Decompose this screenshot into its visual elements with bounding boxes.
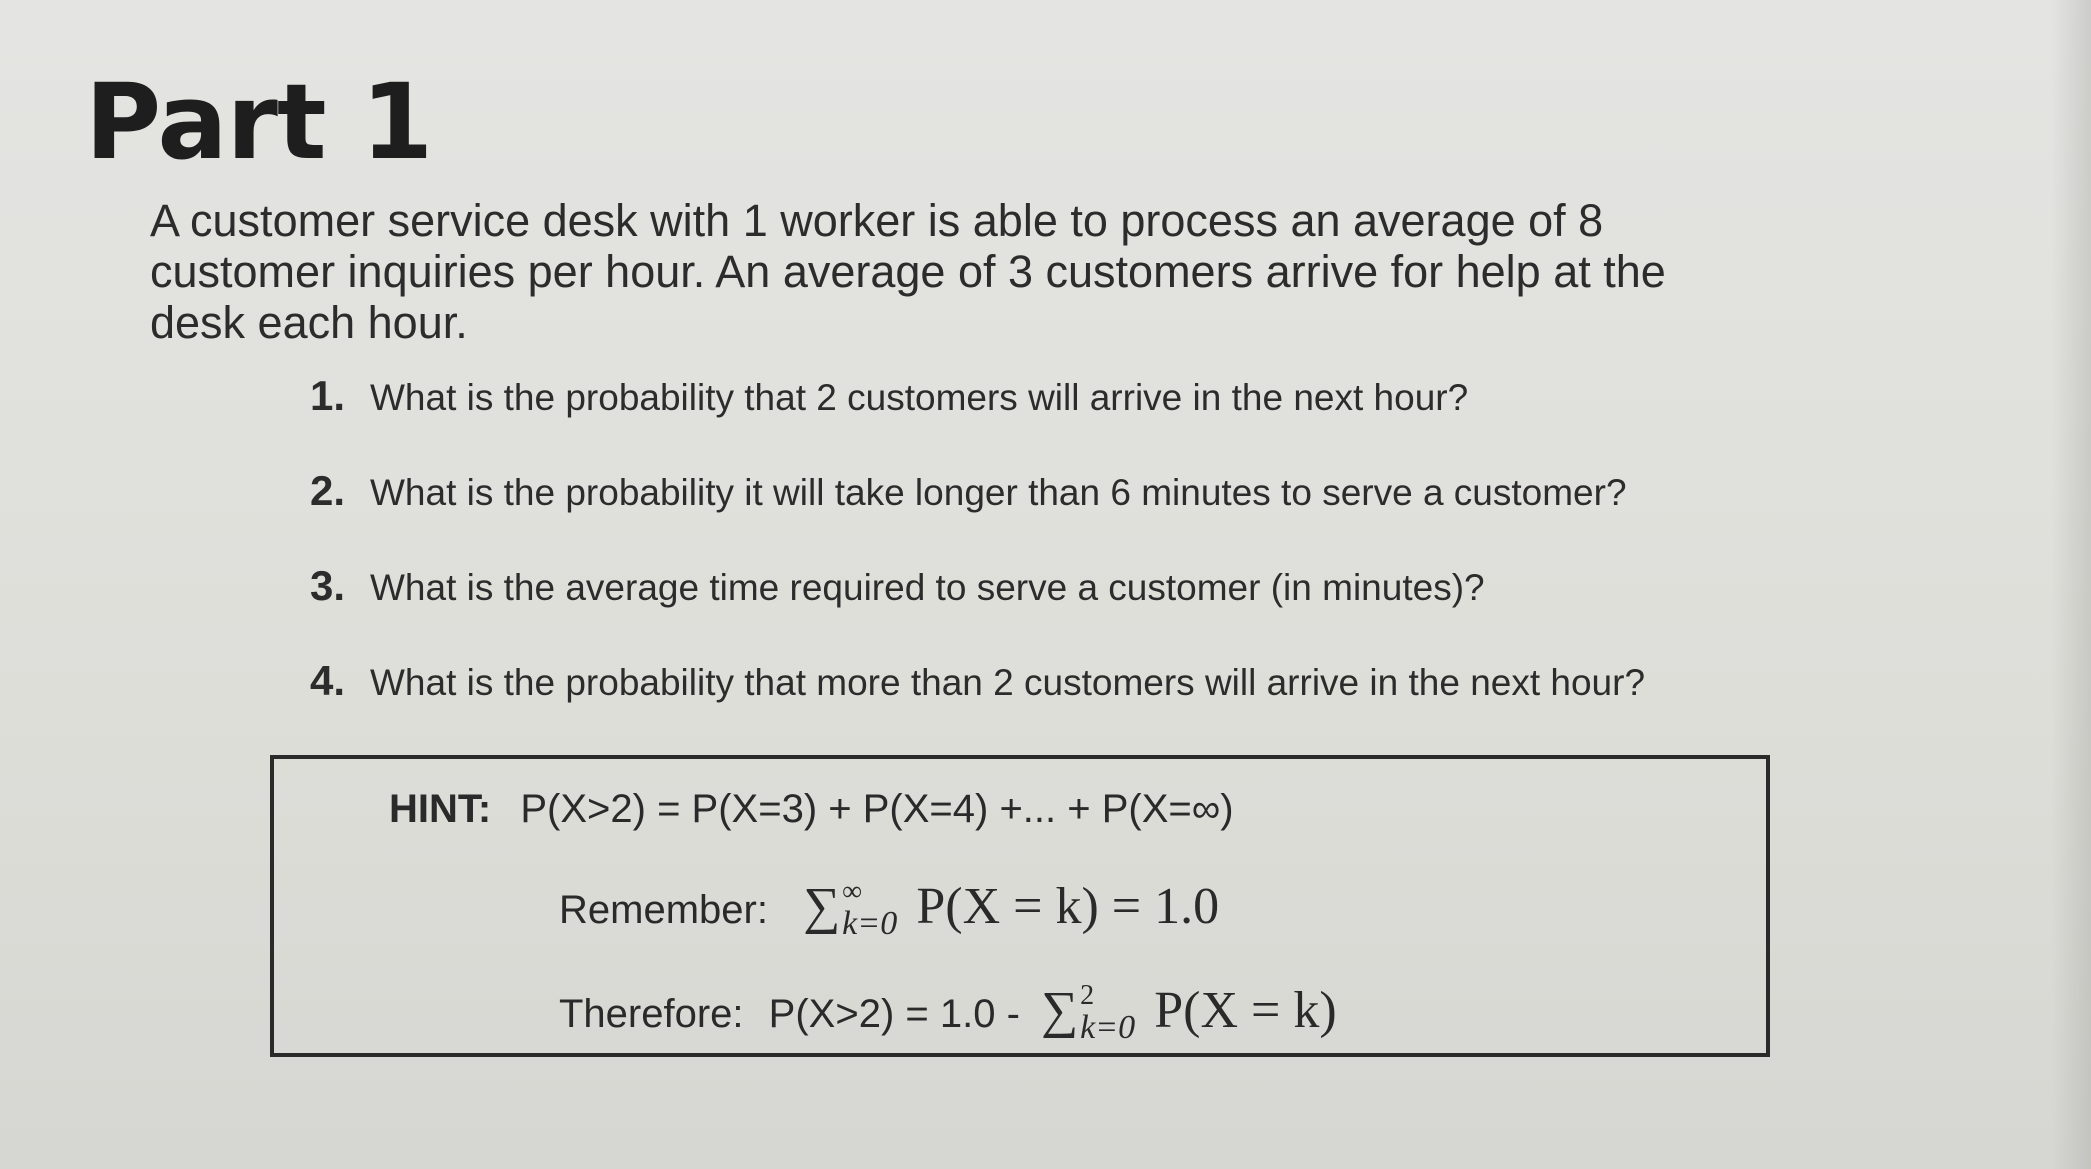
page-title: Part 1 [85,61,433,183]
hint-formula: P(X>2) = P(X=3) + P(X=4) +... + P(X=∞) [520,787,1234,831]
summation-lower-limit: k=0 [842,905,898,943]
therefore-prefix: P(X>2) = 1.0 - [768,992,1020,1036]
question-number: 3. [310,562,346,609]
therefore-line [559,980,1337,1047]
remember-label: Remember: [559,888,768,932]
question-list [310,372,1810,752]
question-text: What is the probability it will take longer than 6 minutes to serve a customer? [370,472,1627,513]
summation-lower-limit: k=0 [1080,1009,1136,1047]
hint-label: HINT: [389,787,492,831]
question-item [310,562,1810,657]
therefore-label: Therefore: [559,992,744,1036]
hint-box [270,755,1770,1057]
question-text: What is the average time required to serve a customer (in minutes)? [370,567,1485,608]
question-item [310,657,1810,752]
problem-statement: A customer service desk with 1 worker is able to process an average of 8 customer inquiries per hour. An average of 3 customers arrive for help at the desk each hour. [150,195,1666,348]
remember-line [559,876,1220,943]
summation-symbol: ∑ [803,878,841,935]
question-text: What is the probability that more than 2 customers will arrive in the next hour? [370,662,1646,703]
page-edge-shadow [2051,0,2091,1169]
summation-symbol: ∑ [1041,982,1079,1039]
question-number: 1. [310,372,346,419]
therefore-expression: P(X = k) [1154,982,1337,1039]
summation-limits [1080,980,1136,1047]
question-item [310,372,1810,467]
summation-upper-limit: 2 [1080,980,1095,1012]
question-number: 4. [310,657,346,704]
hint-formula-line [389,787,1234,832]
question-item [310,467,1810,562]
summation-limits [842,876,898,943]
question-text: What is the probability that 2 customers will arrive in the next hour? [370,377,1469,418]
question-number: 2. [310,467,346,514]
summation-upper-limit: ∞ [842,876,863,908]
remember-expression: P(X = k) = 1.0 [916,878,1220,935]
